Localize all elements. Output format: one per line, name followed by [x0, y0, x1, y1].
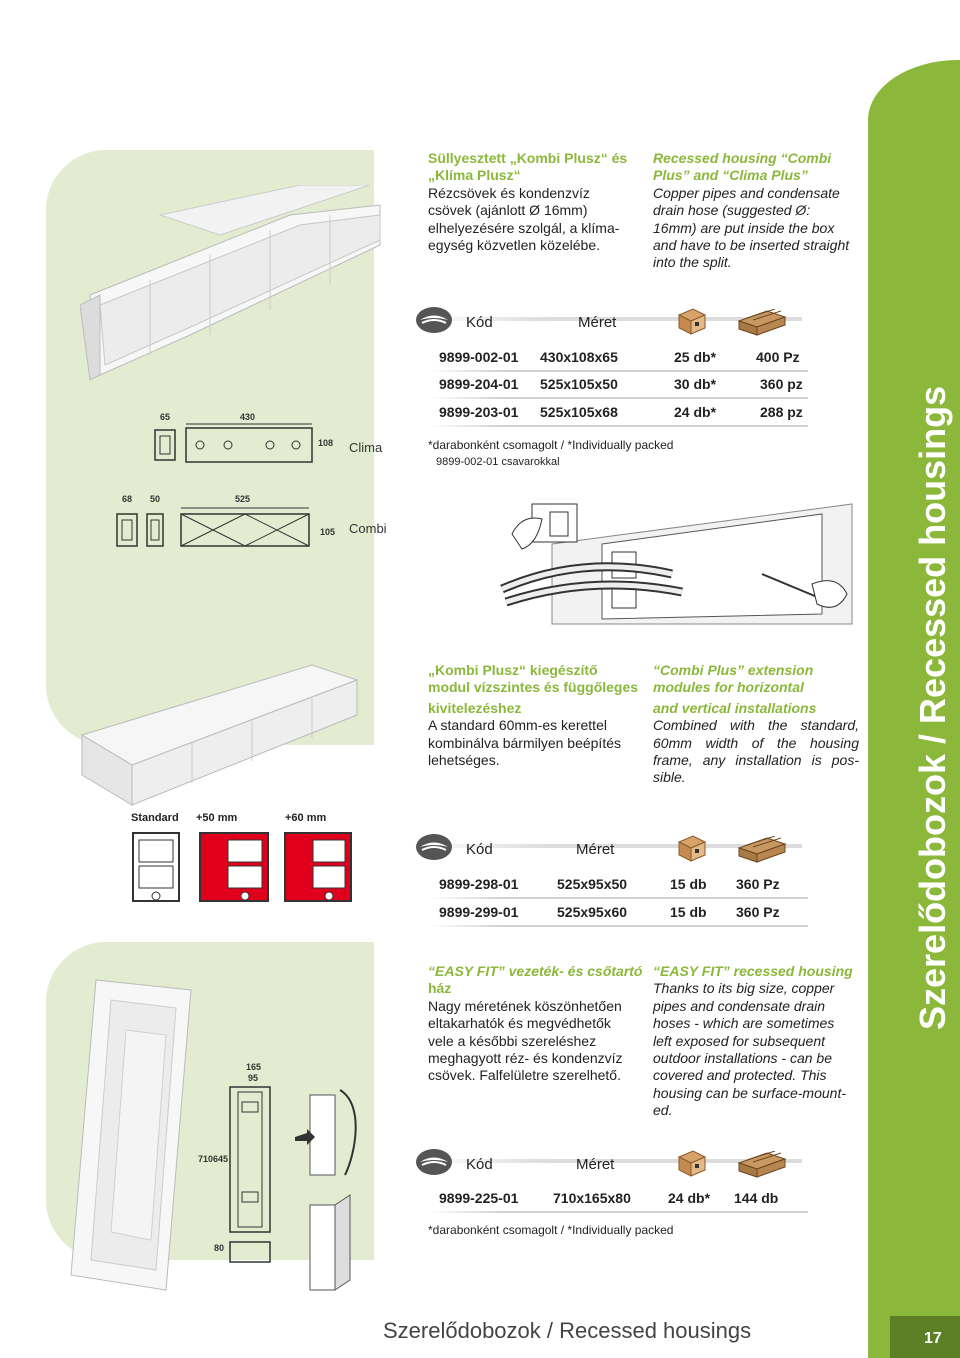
hu-body-2-line3: lehetséges.	[428, 752, 500, 769]
cell-qty: 15 db	[670, 876, 707, 892]
easy-fit-drawing	[220, 1082, 280, 1282]
cell-pallet: 288 pz	[760, 404, 803, 420]
cell-code: 9899-002-01	[439, 349, 519, 365]
en-title-1-line2: Plus” and “Clima Plus”	[653, 167, 808, 184]
combi-drawing	[115, 504, 320, 554]
hu-body-3-line4: meghagyott réz- és kondenzvíz	[428, 1050, 623, 1067]
hu-title-2-line3: kivitelezéshez	[428, 699, 522, 716]
hu-title-1-line2: „Klíma Plusz“	[428, 167, 521, 184]
col-kod-2: Kód	[466, 841, 493, 858]
dim-50: 50	[150, 494, 161, 504]
en-title-2-line1: “Combi Plus” extension	[653, 662, 814, 678]
dim-68: 68	[122, 494, 133, 504]
en-body-1-line5: into the split.	[653, 254, 732, 271]
en-body-2-line2: 60mm width of the housing	[653, 734, 859, 751]
combi-plus-housing-image	[80, 185, 390, 395]
hu-description-1	[428, 150, 638, 254]
dim-525: 525	[235, 494, 251, 504]
en-body-2-line3: frame, any installation is pos-	[653, 752, 859, 769]
screw-note: 9899-002-01 csavarokkal	[436, 456, 560, 468]
dim-165: 165	[246, 1062, 262, 1072]
table-row	[428, 1186, 808, 1210]
en-body-1-line1: Copper pipes and condensate	[653, 184, 840, 201]
hu-body-3-line2: eltakarhatók és megvédhetők	[428, 1015, 611, 1032]
cell-pallet: 400 Pz	[756, 349, 800, 365]
hu-body-1-line3: elhelyezésére szolgál, a klíma-	[428, 219, 620, 236]
cell-qty: 15 db	[670, 904, 707, 920]
dim-710: 710	[198, 1154, 214, 1164]
cell-size: 430x108x65	[540, 349, 618, 365]
table-row	[428, 345, 808, 369]
cell-pallet: 144 db	[734, 1190, 779, 1206]
brand-logo-icon	[414, 832, 454, 862]
cell-pallet: 360 Pz	[736, 876, 780, 892]
hu-title-2-line1: „Kombi Plusz“ kiegészítő	[428, 662, 598, 678]
en-body-1-line2: drain hose (suggested Ø:	[653, 202, 811, 219]
hu-body-3-line3: vele a későbbi szereléshez	[428, 1032, 597, 1049]
page-number: 17	[924, 1330, 942, 1347]
cell-size: 525x105x68	[540, 404, 618, 420]
en-title-2-line3: and vertical installations	[653, 699, 817, 716]
label-clima: Clima	[349, 440, 383, 455]
en-description-2	[653, 662, 859, 787]
en-description-3	[653, 963, 868, 1120]
cell-size: 525x105x50	[540, 376, 618, 392]
footer-title: Szerelődobozok / Recessed housings	[383, 1318, 752, 1343]
col-kod-1: Kód	[466, 314, 493, 331]
cell-pallet: 360 pz	[760, 376, 803, 392]
hu-title-2-line2: modul vízszintes és függőleges	[428, 679, 639, 696]
box-icon	[677, 1149, 707, 1177]
col-meret-3: Méret	[576, 1156, 615, 1173]
installation-illustration	[492, 474, 864, 644]
dim-645: 645	[213, 1154, 229, 1164]
dim-65: 65	[160, 412, 171, 422]
en-body-3-line2: pipes and condensate drain	[653, 997, 826, 1014]
hu-body-2-line1: A standard 60mm-es kerettel	[428, 717, 607, 734]
table-row	[428, 900, 808, 924]
hu-description-2	[428, 662, 648, 769]
hu-body-1-line1: Rézcsövek és kondenzvíz	[428, 184, 590, 201]
extension-module-image	[72, 655, 362, 810]
hu-body-3-line5: csövek. Falfelületre szerelhető.	[428, 1067, 621, 1084]
en-body-3-line7: housing can be surface-mount-	[653, 1084, 846, 1101]
hu-body-1-line4: egység közvetlen közelébe.	[428, 237, 600, 254]
pallet-icon	[737, 1151, 787, 1179]
label-standard: Standard	[131, 812, 179, 824]
label-plus60: +60 mm	[285, 812, 327, 824]
box-icon	[677, 307, 707, 335]
cell-code: 9899-225-01	[439, 1190, 519, 1206]
en-body-3-line1: Thanks to its big size, copper	[653, 980, 835, 997]
dim-80: 80	[214, 1243, 225, 1253]
pallet-icon	[737, 309, 787, 337]
table-row	[428, 872, 808, 896]
hu-title-1-line1: Süllyesztett „Kombi Plusz“ és	[428, 150, 628, 166]
en-body-3-line5: outdoor installations - can be	[653, 1050, 832, 1067]
cell-qty: 25 db*	[674, 349, 717, 365]
en-body-2-line4: sible.	[653, 769, 686, 786]
extension-diagram	[125, 828, 355, 908]
en-title-1-line1: Recessed housing “Combi	[653, 150, 832, 166]
hu-title-3-line2: ház	[428, 980, 452, 997]
cell-code: 9899-298-01	[439, 876, 519, 892]
cell-code: 9899-299-01	[439, 904, 519, 920]
en-description-1	[653, 150, 873, 272]
cell-size: 525x95x60	[557, 904, 628, 920]
label-combi: Combi	[349, 521, 387, 536]
table-row	[428, 372, 808, 396]
brand-logo-icon	[414, 1147, 454, 1177]
hu-body-2-line2: kombinálva bármilyen beépítés	[428, 734, 621, 751]
cell-qty: 24 db*	[674, 404, 717, 420]
en-title-3-line1: “EASY FIT” recessed housing	[653, 963, 853, 979]
en-body-3-line8: ed.	[653, 1102, 673, 1119]
dim-105: 105	[320, 527, 336, 537]
easy-fit-image	[66, 970, 201, 1300]
en-body-3-line4: left exposed for subsequent	[653, 1032, 826, 1049]
packing-note-3: *darabonként csomagolt / *Individually packed	[428, 1223, 674, 1237]
packing-note-1: *darabonként csomagolt / *Individually packed	[428, 438, 674, 452]
cell-code: 9899-203-01	[439, 404, 519, 420]
en-body-3-line6: covered and protected. This	[653, 1067, 827, 1084]
label-plus50: +50 mm	[196, 812, 238, 824]
cell-size: 525x95x50	[557, 876, 628, 892]
cell-qty: 24 db*	[668, 1190, 711, 1206]
cell-size: 710x165x80	[553, 1190, 631, 1206]
dim-95: 95	[248, 1073, 259, 1083]
hu-description-3	[428, 963, 650, 1085]
col-kod-3: Kód	[466, 1156, 493, 1173]
en-body-3-line3: hoses - which are sometimes	[653, 1015, 835, 1032]
hu-title-3-line1: “EASY FIT” vezeték- és csőtartó	[428, 963, 643, 979]
cell-qty: 30 db*	[674, 376, 717, 392]
en-title-2-line2: modules for horizontal	[653, 679, 804, 696]
en-body-1-line3: 16mm) are put inside the box	[653, 219, 835, 236]
col-meret-1: Méret	[578, 314, 617, 331]
pallet-icon	[737, 836, 787, 864]
dim-430: 430	[240, 412, 256, 422]
clima-drawing	[150, 420, 320, 466]
cell-pallet: 360 Pz	[736, 904, 780, 920]
cell-code: 9899-204-01	[439, 376, 519, 392]
brand-logo-icon	[414, 305, 454, 335]
en-body-1-line4: and have to be inserted straight	[653, 237, 850, 254]
easy-fit-install-image	[295, 1065, 370, 1295]
hu-body-1-line2: csövek (ajánlott Ø 16mm)	[428, 202, 588, 219]
dim-108: 108	[318, 438, 334, 448]
hu-body-3-line1: Nagy méretének köszönhetően	[428, 997, 622, 1014]
en-body-2-line1: Combined with the standard,	[653, 717, 859, 734]
table-row	[428, 400, 808, 424]
col-meret-2: Méret	[576, 841, 615, 858]
side-title: Szerelődobozok / Recessed housings	[912, 385, 953, 1030]
box-icon	[677, 834, 707, 862]
